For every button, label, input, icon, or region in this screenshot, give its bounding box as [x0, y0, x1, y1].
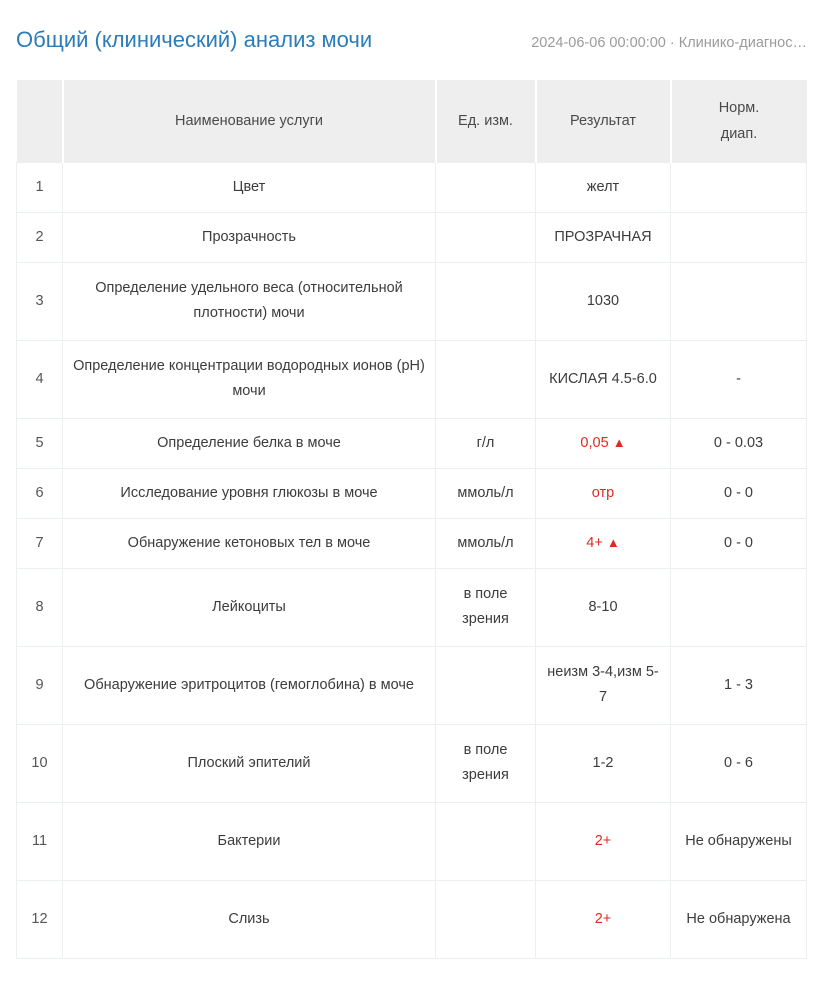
service-name: Определение концентрации водородных ионов (pH) мочи	[63, 340, 436, 418]
table-row	[17, 724, 807, 802]
unit-value: в поле зрения	[436, 568, 536, 646]
unit-value	[436, 212, 536, 262]
row-index: 8	[17, 568, 63, 646]
column-header-norm	[671, 80, 807, 162]
norm-range: 0 - 0	[671, 518, 807, 568]
result-value	[536, 418, 671, 468]
unit-value	[436, 340, 536, 418]
table-row	[17, 468, 807, 518]
row-index: 4	[17, 340, 63, 418]
row-index: 10	[17, 724, 63, 802]
service-name: Плоский эпителий	[63, 724, 436, 802]
norm-range	[671, 262, 807, 340]
value-high-marker-icon: ▲	[606, 535, 620, 550]
result-value	[536, 162, 671, 212]
table-body	[17, 162, 807, 958]
service-name: Прозрачность	[63, 212, 436, 262]
row-index: 12	[17, 880, 63, 958]
result-value	[536, 802, 671, 880]
result-text: 1030	[586, 292, 620, 309]
service-name: Слизь	[63, 880, 436, 958]
norm-range	[671, 212, 807, 262]
unit-value	[436, 880, 536, 958]
table-row	[17, 162, 807, 212]
result-value	[536, 724, 671, 802]
result-text: отр	[591, 484, 615, 501]
table-row	[17, 568, 807, 646]
unit-value: г/л	[436, 418, 536, 468]
table-row	[17, 262, 807, 340]
result-value	[536, 340, 671, 418]
norm-range: Не обнаружены	[671, 802, 807, 880]
column-header-norm-line1: Норм.	[718, 99, 760, 116]
unit-value: ммоль/л	[436, 468, 536, 518]
table-row	[17, 880, 807, 958]
unit-value	[436, 162, 536, 212]
table-row	[17, 212, 807, 262]
norm-range: 0 - 0	[671, 468, 807, 518]
unit-value: ммоль/л	[436, 518, 536, 568]
norm-range	[671, 162, 807, 212]
column-header-result: Результат	[536, 80, 671, 162]
service-name: Бактерии	[63, 802, 436, 880]
results-table-wrap	[16, 80, 806, 959]
row-index: 7	[17, 518, 63, 568]
norm-range: 0 - 0.03	[671, 418, 807, 468]
result-value	[536, 468, 671, 518]
service-name: Лейкоциты	[63, 568, 436, 646]
result-value	[536, 518, 671, 568]
norm-range	[671, 568, 807, 646]
result-text: 2+	[594, 832, 612, 849]
row-index: 11	[17, 802, 63, 880]
table-row	[17, 340, 807, 418]
document-header	[0, 0, 835, 54]
norm-range: Не обнаружена	[671, 880, 807, 958]
service-name: Обнаружение кетоновых тел в моче	[63, 518, 436, 568]
unit-value	[436, 802, 536, 880]
result-text: 0,05	[580, 435, 609, 451]
column-header-name: Наименование услуги	[63, 80, 436, 162]
page-title: Общий (клинический) анализ мочи	[16, 27, 373, 52]
lab-results-table	[16, 80, 807, 959]
unit-value	[436, 262, 536, 340]
row-index: 2	[17, 212, 63, 262]
column-header-unit: Ед. изм.	[436, 80, 536, 162]
result-text: 8-10	[588, 598, 618, 615]
table-header-row	[17, 80, 807, 162]
column-header-index	[17, 80, 63, 162]
result-value	[536, 646, 671, 724]
norm-range: -	[671, 340, 807, 418]
document-meta: 2024-06-06 00:00:00 · Клинико-диагнос…	[531, 35, 807, 51]
value-high-marker-icon: ▲	[612, 435, 626, 450]
table-row	[17, 518, 807, 568]
unit-value: в поле зрения	[436, 724, 536, 802]
table-header	[17, 80, 807, 162]
table-row	[17, 646, 807, 724]
result-value	[536, 568, 671, 646]
service-name: Определение удельного веса (относительной плотности) мочи	[63, 262, 436, 340]
row-index: 3	[17, 262, 63, 340]
norm-range: 0 - 6	[671, 724, 807, 802]
service-name: Исследование уровня глюкозы в моче	[63, 468, 436, 518]
service-name: Цвет	[63, 162, 436, 212]
table-row	[17, 418, 807, 468]
column-header-norm-line2: диап.	[720, 125, 758, 142]
result-text: КИСЛАЯ 4.5-6.0	[549, 370, 657, 387]
result-value	[536, 262, 671, 340]
service-name: Обнаружение эритроцитов (гемоглобина) в моче	[63, 646, 436, 724]
result-text: 4+	[586, 535, 603, 551]
result-text: неизм 3-4,изм 5-7	[547, 664, 659, 705]
result-value	[536, 880, 671, 958]
row-index: 6	[17, 468, 63, 518]
result-text: желт	[586, 178, 620, 195]
row-index: 9	[17, 646, 63, 724]
result-text: 2+	[594, 910, 612, 927]
service-name: Определение белка в моче	[63, 418, 436, 468]
row-index: 1	[17, 162, 63, 212]
norm-range: 1 - 3	[671, 646, 807, 724]
row-index: 5	[17, 418, 63, 468]
table-row	[17, 802, 807, 880]
result-text: ПРОЗРАЧНАЯ	[554, 228, 652, 245]
result-text: 1-2	[592, 754, 614, 771]
unit-value	[436, 646, 536, 724]
result-value	[536, 212, 671, 262]
